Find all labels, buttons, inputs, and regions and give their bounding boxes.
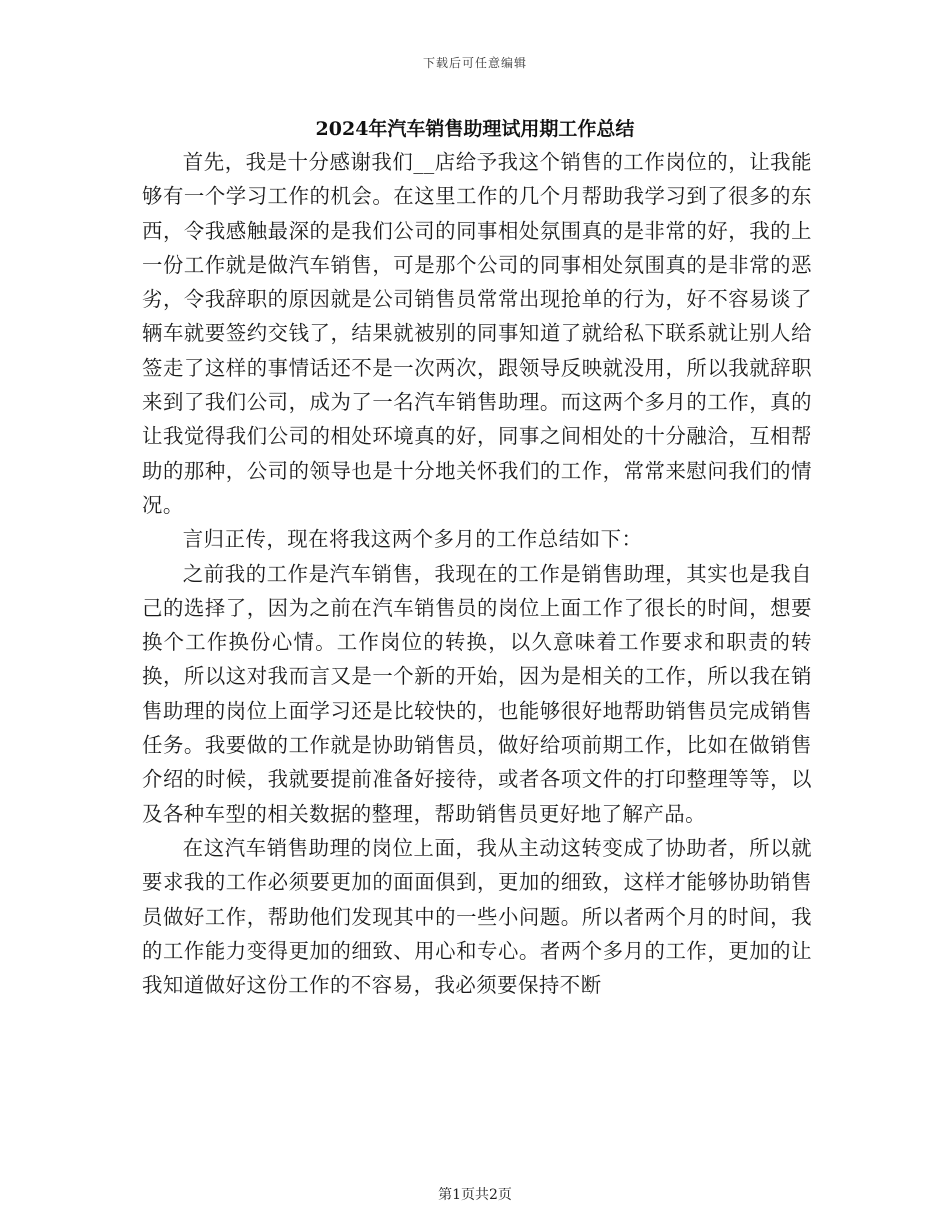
header-note: 下载后可任意编辑 <box>422 56 527 70</box>
paragraph: 在这汽车销售助理的岗位上面，我从主动这转变成了协助者，所以就要求我的工作必须要更加的面面俱到，更加的细致，这样才能够协助销售员做好工作，帮助他们发现其中的一些小问题。所以者两个月的时间，我的工作能力变得更加的细致、用心和专心。者两个多月的工作，更加的让我知道做好这份工作的不容易，我必须要保持不断 <box>142 835 812 998</box>
paragraph: 首先，我是十分感谢我们__店给予我这个销售的工作岗位的，让我能够有一个学习工作的机会。在这里工作的几个月帮助我学习到了很多的东西，令我感触最深的是我们公司的同事相处氛围真的是非常的好，我的上一份工作就是做汽车销售，可是那个公司的同事相处氛围真的是非常的恶劣，令我辞职的原因就是公司销售员常常出现抢单的行为，好不容易谈了辆车就要签约交钱了，结果就被别的同事知道了就给私下联系就让别人给签走了这样的事情话还不是一次两次，跟领导反映就没用，所以我就辞职来到了我们公司，成为了一名汽车销售助理。而这两个多月的工作，真的让我觉得我们公司的相处环境真的好，同事之间相处的十分融洽，互相帮助的那种，公司的领导也是十分地关怀我们的工作，常常来慰问我们的情况。 <box>142 150 812 517</box>
document-title: 2024年汽车销售助理试用期工作总结 <box>315 118 635 140</box>
paragraph: 言归正传，现在将我这两个多月的工作总结如下： <box>182 527 643 552</box>
page-footer: 第1页共2页 <box>438 1187 512 1203</box>
document-body <box>142 145 812 1002</box>
paragraph: 之前我的工作是汽车销售，我现在的工作是销售助理，其实也是我自己的选择了，因为之前在汽车销售员的岗位上面工作了很长的时间，想要换个工作换份心情。工作岗位的转换，以久意味着工作要求和职责的转换，所以这对我而言又是一个新的开始，因为是相关的工作，所以我在销售助理的岗位上面学习还是比较快的，也能够很好地帮助销售员完成销售任务。我要做的工作就是协助销售员，做好给项前期工作，比如在做销售介绍的时候，我就要提前准备好接待，或者各项文件的打印整理等等，以及各种车型的相关数据的整理，帮助销售员更好地了解产品。 <box>142 561 812 826</box>
